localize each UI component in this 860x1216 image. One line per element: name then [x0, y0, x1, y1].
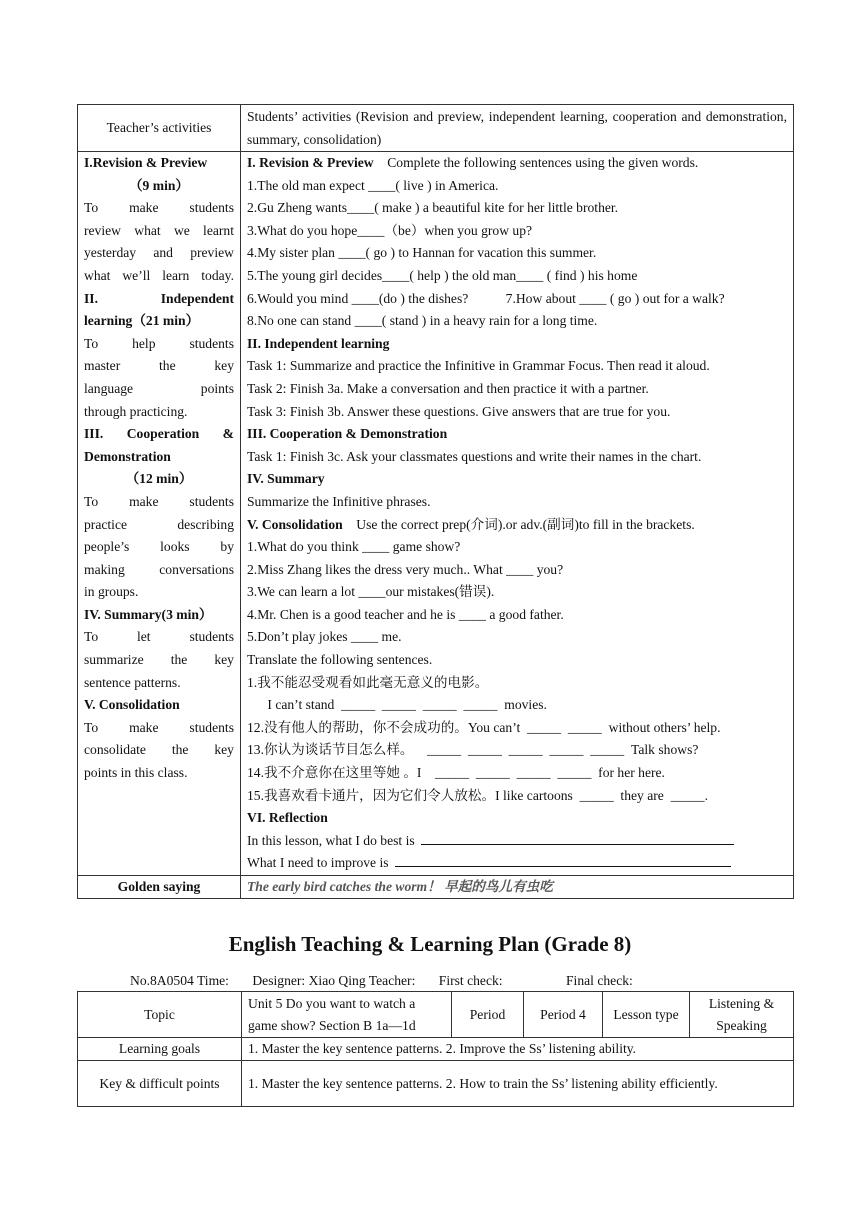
activity-text: Task 3: Finish 3b. Answer these questions. Give answers that are true for you.	[247, 403, 671, 419]
teacher-activity-word: sentence patterns.	[84, 674, 181, 690]
teacher-activity-word: V. Consolidation	[84, 697, 180, 713]
activity-text: 4.My sister plan ____( go ) to Hannan for vacation this summer.	[247, 245, 597, 261]
activity-text: 13.你认为谈话节目怎么样。 _____ _____ _____ _____ _____ Talk shows?	[247, 742, 699, 758]
teacher-activity-word: help	[132, 335, 156, 351]
teacher-activity-word: describing	[177, 516, 234, 532]
teacher-activity-line	[84, 672, 234, 695]
teacher-activity-word: Demonstration	[84, 448, 171, 464]
plan-info-first-check: First check:	[438, 973, 503, 988]
teacher-activity-line	[84, 514, 234, 537]
student-activity-line	[247, 491, 787, 514]
teacher-activity-word: &	[222, 426, 234, 442]
teacher-activities-header: Teacher’s activities	[78, 105, 241, 152]
plan-key-points-row	[78, 1061, 794, 1107]
student-activity-line	[247, 514, 787, 537]
teacher-activity-line	[84, 717, 234, 740]
teacher-activity-word: looks	[160, 539, 190, 555]
student-activity-line	[247, 288, 787, 311]
teacher-activity-word: points	[200, 380, 234, 396]
teacher-activity-word: learnt	[203, 222, 234, 238]
activity-text: Summarize the Infinitive phrases.	[247, 493, 431, 509]
teacher-activity-line	[84, 355, 234, 378]
key-points-value: 1. Master the key sentence patterns. 2. How to train the Ss’ listening ability efficiently.	[242, 1061, 794, 1107]
plan-table	[77, 991, 794, 1107]
student-activity-line	[247, 717, 787, 740]
teacher-activity-word: review	[84, 222, 121, 238]
student-activity-line	[247, 378, 787, 401]
teacher-activity-word: make	[129, 719, 159, 735]
teacher-activity-word: II.	[84, 290, 98, 306]
student-activity-line	[247, 536, 787, 559]
teacher-activity-word: key	[214, 652, 234, 668]
learning-goals-value: 1. Master the key sentence patterns. 2. Improve the Ss’ listening ability.	[242, 1038, 794, 1061]
teacher-activity-word: students	[189, 719, 234, 735]
teacher-activity-word: people’s	[84, 539, 130, 555]
teacher-activity-word: we’ll	[122, 267, 151, 283]
section-heading: V. Consolidation	[247, 516, 343, 532]
teacher-activity-word: today.	[201, 267, 234, 283]
teacher-activity-word: preview	[190, 245, 234, 261]
teacher-activity-word: the	[170, 652, 188, 668]
teacher-activity-word: practice	[84, 516, 128, 532]
activity-text: Complete the following sentences using the given words.	[373, 155, 699, 170]
student-activity-line	[247, 830, 787, 853]
teacher-activity-line	[84, 423, 234, 446]
activity-text: 2.Gu Zheng wants____( make ) a beautiful kite for her little brother.	[247, 200, 619, 216]
plan-goals-row	[78, 1038, 794, 1061]
teacher-activity-word: language	[84, 380, 134, 396]
teacher-activity-line	[84, 152, 234, 175]
plan-title: English Teaching & Learning Plan (Grade 8)	[228, 932, 632, 956]
activity-text: I can’t stand _____ _____ _____ _____ movies.	[247, 697, 547, 713]
answer-blank-line[interactable]	[421, 830, 734, 845]
student-activity-line	[247, 423, 787, 446]
teacher-activity-word: through practicing.	[84, 403, 188, 419]
topic-label: Topic	[78, 992, 242, 1038]
activity-text: 4.Mr. Chen is a good teacher and he is ____ a good father.	[247, 606, 564, 622]
teacher-activity-word: master	[84, 358, 121, 374]
section-heading: I. Revision & Preview	[247, 155, 374, 170]
section-heading: VI. Reflection	[247, 810, 328, 826]
teacher-activity-line	[84, 739, 234, 762]
student-activity-line	[247, 197, 787, 220]
teacher-activity-word: （12 min）	[125, 471, 193, 487]
teacher-activity-word: summarize	[84, 652, 144, 668]
student-activity-line	[247, 649, 787, 672]
teacher-activity-word: the	[159, 358, 176, 374]
teacher-activity-word: what	[84, 267, 111, 283]
activity-text: Use the correct prep(介词).or adv.(副词)to fill in the brackets.	[342, 516, 695, 532]
teacher-activity-word: points in this class.	[84, 765, 188, 781]
student-activity-line	[247, 626, 787, 649]
activity-text: 1.我不能忍受观看如此毫无意义的电影。	[247, 674, 489, 690]
students-activities-column	[241, 152, 794, 876]
teacher-activity-line	[84, 649, 234, 672]
teacher-activity-word: learning（21 min）	[84, 313, 200, 329]
section-heading: III. Cooperation & Demonstration	[247, 426, 448, 442]
activity-text: In this lesson, what I do best is	[247, 832, 422, 848]
student-activity-line	[247, 739, 787, 762]
golden-saying-text: The early bird catches the worm！ 早起的鸟儿有虫吃	[241, 876, 794, 899]
student-activity-line	[247, 762, 787, 785]
learning-goals-label: Learning goals	[78, 1038, 242, 1061]
teacher-activity-word: conversations	[159, 561, 234, 577]
teacher-activity-line	[84, 604, 234, 627]
lesson-type-value: Listening & Speaking	[690, 992, 794, 1038]
teacher-activity-word: key	[214, 742, 234, 758]
teacher-activity-line	[84, 310, 234, 333]
activity-text: 8.No one can stand ____( stand ) in a heavy rain for a long time.	[247, 313, 598, 329]
student-activity-line	[247, 581, 787, 604]
student-activity-line	[247, 355, 787, 378]
golden-saying-label: Golden saying	[78, 876, 241, 899]
teacher-activity-line	[84, 536, 234, 559]
teacher-activity-word: Independent	[160, 290, 234, 306]
teacher-activity-line	[84, 242, 234, 265]
teacher-activity-line	[84, 378, 234, 401]
golden-saying-row	[78, 876, 794, 899]
activities-body-row	[78, 152, 794, 876]
teacher-activity-line	[84, 265, 234, 288]
teacher-activity-word: students	[189, 629, 234, 645]
section-heading: IV. Summary	[247, 471, 325, 487]
lesson-type-label: Lesson type	[603, 992, 690, 1038]
teacher-activity-word: yesterday	[84, 245, 137, 261]
teacher-activity-line	[84, 491, 234, 514]
teacher-activity-word: III.	[84, 426, 104, 442]
student-activity-line	[247, 175, 787, 198]
teacher-activity-word: what	[134, 222, 161, 238]
teacher-activity-word: learn	[162, 267, 190, 283]
student-activity-line	[247, 446, 787, 469]
activities-header-row	[78, 105, 794, 152]
teacher-activity-word: To	[84, 335, 99, 351]
activity-text: 1.What do you think ____ game show?	[247, 539, 461, 555]
teacher-activity-word: in groups.	[84, 584, 139, 600]
activities-table	[77, 104, 794, 899]
activity-text: 1.The old man expect ____( live ) in America.	[247, 177, 499, 193]
student-activity-line	[247, 152, 787, 175]
activity-text: 3.What do you hope____（be）when you grow up?	[247, 222, 533, 238]
student-activity-line	[247, 604, 787, 627]
teacher-activity-word: Cooperation	[126, 426, 200, 442]
teacher-activity-line	[84, 468, 234, 491]
teacher-activity-line	[84, 175, 234, 198]
teacher-activity-word: students	[189, 200, 234, 216]
activity-text: Task 1: Finish 3c. Ask your classmates questions and write their names in the chart.	[247, 448, 702, 464]
teacher-activity-word: the	[171, 742, 189, 758]
teacher-activity-word: make	[129, 493, 159, 509]
key-points-label: Key & difficult points	[78, 1061, 242, 1107]
student-activity-line	[247, 852, 787, 875]
teacher-activity-word: students	[189, 335, 234, 351]
activity-text: 15.我喜欢看卡通片，因为它们令人放松。I like cartoons _____ they are _____.	[247, 787, 708, 803]
activity-text: Task 2: Finish 3a. Make a conversation and then practice it with a partner.	[247, 380, 649, 396]
student-activity-line	[247, 220, 787, 243]
teacher-activity-line	[84, 288, 234, 311]
section-heading: II. Independent learning	[247, 335, 390, 351]
student-activity-line	[247, 559, 787, 582]
teacher-activity-word: （9 min）	[128, 177, 190, 193]
activity-text: 3.We can learn a lot ____our mistakes(错误).	[247, 584, 495, 600]
teacher-activity-word: To	[84, 200, 99, 216]
teacher-activity-line	[84, 401, 234, 424]
teacher-activity-word: consolidate	[84, 742, 146, 758]
plan-info-line	[130, 973, 653, 989]
student-activity-line	[247, 468, 787, 491]
teacher-activity-word: To	[84, 629, 99, 645]
teacher-activity-word: I.Revision & Preview	[84, 155, 208, 170]
student-activity-line	[247, 785, 787, 808]
teacher-activity-line	[84, 626, 234, 649]
student-activity-line	[247, 401, 787, 424]
teacher-activity-word: we	[173, 222, 190, 238]
student-activity-line	[247, 310, 787, 333]
teacher-activity-word: making	[84, 561, 125, 577]
teacher-activity-word: key	[214, 358, 234, 374]
plan-info-number-time: No.8A0504 Time:	[130, 973, 229, 988]
activity-text: 5.Don’t play jokes ____ me.	[247, 629, 402, 645]
teacher-activity-word: let	[137, 629, 151, 645]
activity-text: Task 1: Summarize and practice the Infinitive in Grammar Focus. Then read it aloud.	[247, 358, 710, 374]
teacher-activity-word: To	[84, 719, 99, 735]
teacher-activity-word: IV. Summary(3 min）	[84, 606, 213, 622]
teacher-activity-word: students	[189, 493, 234, 509]
activity-text: 5.The young girl decides____( help ) the old man____ ( find ) his home	[247, 267, 638, 283]
plan-info-designer: Designer: Xiao Qing Teacher:	[252, 973, 416, 988]
teacher-activity-word: by	[220, 539, 234, 555]
activity-text: What I need to improve is	[247, 855, 396, 871]
teacher-activity-line	[84, 559, 234, 582]
activity-text: 2.Miss Zhang likes the dress very much.. What ____ you?	[247, 561, 564, 577]
teacher-activity-line	[84, 694, 234, 717]
answer-blank-line[interactable]	[395, 852, 731, 867]
teacher-activity-line	[84, 197, 234, 220]
teacher-activities-column	[78, 152, 241, 876]
teacher-activity-word: To	[84, 493, 99, 509]
student-activity-line	[247, 694, 787, 717]
activity-text: Translate the following sentences.	[247, 652, 433, 668]
student-activity-line	[247, 333, 787, 356]
teacher-activity-line	[84, 581, 234, 604]
plan-info-final-check: Final check:	[565, 973, 633, 988]
topic-value: Unit 5 Do you want to watch a game show? Section B 1a—1d	[242, 992, 452, 1038]
student-activity-line	[247, 807, 787, 830]
students-activities-header: Students’ activities (Revision and preview, independent learning, cooperation and demonstration, summary, consolidation)	[241, 105, 794, 152]
teacher-activity-line	[84, 333, 234, 356]
activity-text: 14.我不介意你在这里等她 。I _____ _____ _____ _____ for her here.	[247, 765, 665, 781]
teacher-activity-line	[84, 762, 234, 785]
teacher-activity-line	[84, 446, 234, 469]
teacher-activity-word: and	[153, 245, 173, 261]
student-activity-line	[247, 265, 787, 288]
plan-topic-row	[78, 992, 794, 1038]
activity-text: 6.Would you mind ____(do ) the dishes? 7.How about ____ ( go ) out for a walk?	[247, 290, 725, 306]
student-activity-line	[247, 672, 787, 695]
student-activity-line	[247, 242, 787, 265]
period-label: Period	[452, 992, 524, 1038]
teacher-activity-word: make	[129, 200, 159, 216]
activity-text: 12.没有他人的帮助，你不会成功的。You can’t _____ _____ without others’ help.	[247, 719, 721, 735]
teacher-activity-line	[84, 220, 234, 243]
period-value: Period 4	[524, 992, 603, 1038]
